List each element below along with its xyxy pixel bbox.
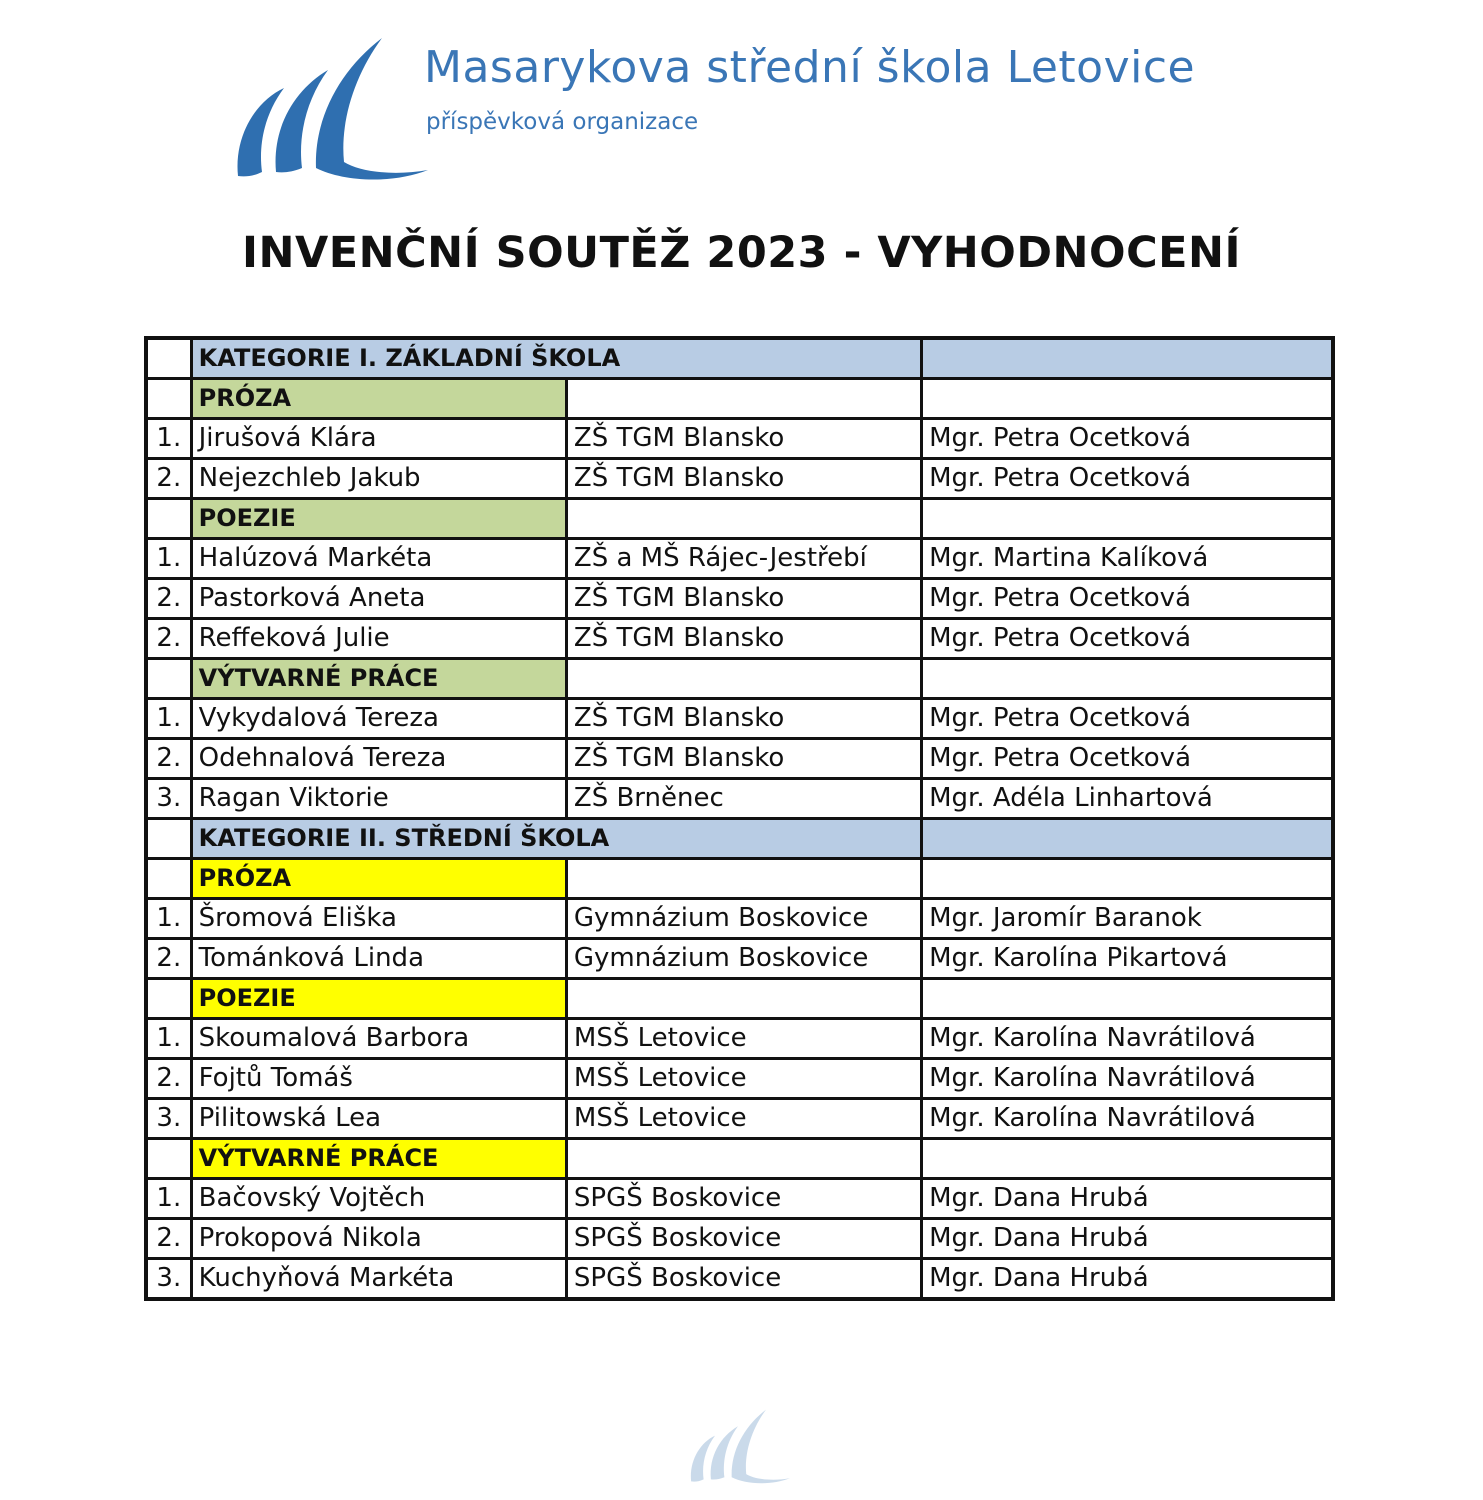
teacher-cell: Mgr. Jaromír Baranok — [922, 899, 1333, 939]
student-name-cell: Prokopová Nikola — [191, 1219, 566, 1259]
student-name-cell: Ragan Viktorie — [191, 779, 566, 819]
student-name-cell: Halúzová Markéta — [191, 539, 566, 579]
teacher-cell: Mgr. Petra Ocetková — [922, 419, 1333, 459]
category-filler-cell — [922, 338, 1333, 379]
organization-name: Masarykova střední škola Letovice — [424, 42, 1196, 93]
results-table-body — [146, 338, 1333, 1299]
section-row — [146, 859, 1333, 899]
teacher-cell: Mgr. Petra Ocetková — [922, 699, 1333, 739]
student-name-cell: Nejezchleb Jakub — [191, 459, 566, 499]
student-name-cell: Pastorková Aneta — [191, 579, 566, 619]
section-label: PRÓZA — [191, 379, 566, 419]
table-row — [146, 619, 1333, 659]
empty-cell — [922, 499, 1333, 539]
student-name-cell: Jirušová Klára — [191, 419, 566, 459]
table-row — [146, 699, 1333, 739]
teacher-cell: Mgr. Petra Ocetková — [922, 459, 1333, 499]
category-row — [146, 338, 1333, 379]
school-cell: ZŠ a MŠ Rájec-Jestřebí — [566, 539, 921, 579]
student-name-cell: Bačovský Vojtěch — [191, 1179, 566, 1219]
empty-cell — [566, 379, 921, 419]
student-name-cell: Reffeková Julie — [191, 619, 566, 659]
school-cell: MSŠ Letovice — [566, 1059, 921, 1099]
section-row — [146, 979, 1333, 1019]
teacher-cell: Mgr. Dana Hrubá — [922, 1179, 1333, 1219]
table-row — [146, 539, 1333, 579]
rank-cell — [146, 859, 191, 899]
student-name-cell: Odehnalová Tereza — [191, 739, 566, 779]
category-label: KATEGORIE I. ZÁKLADNÍ ŠKOLA — [191, 338, 921, 379]
school-cell: Gymnázium Boskovice — [566, 939, 921, 979]
section-row — [146, 499, 1333, 539]
teacher-cell: Mgr. Petra Ocetková — [922, 739, 1333, 779]
empty-cell — [922, 659, 1333, 699]
rank-cell: 3. — [146, 779, 191, 819]
teacher-cell: Mgr. Karolína Pikartová — [922, 939, 1333, 979]
student-name-cell: Šromová Eliška — [191, 899, 566, 939]
school-cell: ZŠ TGM Blansko — [566, 699, 921, 739]
student-name-cell: Kuchyňová Markéta — [191, 1259, 566, 1300]
rank-cell: 2. — [146, 1219, 191, 1259]
school-cell: ZŠ TGM Blansko — [566, 459, 921, 499]
empty-cell — [922, 859, 1333, 899]
empty-cell — [566, 1139, 921, 1179]
school-cell: ZŠ TGM Blansko — [566, 739, 921, 779]
empty-cell — [922, 979, 1333, 1019]
table-row — [146, 419, 1333, 459]
student-name-cell: Vykydalová Tereza — [191, 699, 566, 739]
table-row — [146, 1019, 1333, 1059]
table-row — [146, 899, 1333, 939]
school-cell: ZŠ TGM Blansko — [566, 579, 921, 619]
rank-cell: 3. — [146, 1259, 191, 1300]
rank-cell: 2. — [146, 619, 191, 659]
table-row — [146, 1179, 1333, 1219]
table-row — [146, 459, 1333, 499]
rank-cell: 1. — [146, 699, 191, 739]
empty-cell — [922, 1139, 1333, 1179]
teacher-cell: Mgr. Karolína Navrátilová — [922, 1019, 1333, 1059]
rank-cell: 2. — [146, 739, 191, 779]
table-row — [146, 1219, 1333, 1259]
teacher-cell: Mgr. Petra Ocetková — [922, 579, 1333, 619]
school-cell: ZŠ Brněnec — [566, 779, 921, 819]
school-cell: SPGŠ Boskovice — [566, 1219, 921, 1259]
student-name-cell: Pilitowská Lea — [191, 1099, 566, 1139]
table-row — [146, 779, 1333, 819]
student-name-cell: Tománková Linda — [191, 939, 566, 979]
school-logo-watermark-icon — [688, 1398, 792, 1492]
results-table — [144, 336, 1335, 1301]
section-label: POEZIE — [191, 979, 566, 1019]
rank-cell — [146, 819, 191, 859]
page-title: INVENČNÍ SOUTĚŽ 2023 - VYHODNOCENÍ — [241, 228, 1241, 278]
category-row — [146, 819, 1333, 859]
teacher-cell: Mgr. Karolína Navrátilová — [922, 1059, 1333, 1099]
section-label: VÝTVARNÉ PRÁCE — [191, 1139, 566, 1179]
teacher-cell: Mgr. Adéla Linhartová — [922, 779, 1333, 819]
rank-cell: 1. — [146, 1019, 191, 1059]
rank-cell: 1. — [146, 419, 191, 459]
teacher-cell: Mgr. Dana Hrubá — [922, 1259, 1333, 1300]
rank-cell — [146, 979, 191, 1019]
rank-cell: 2. — [146, 1059, 191, 1099]
empty-cell — [922, 379, 1333, 419]
section-row — [146, 1139, 1333, 1179]
school-cell: SPGŠ Boskovice — [566, 1179, 921, 1219]
section-label: VÝTVARNÉ PRÁCE — [191, 659, 566, 699]
school-cell: ZŠ TGM Blansko — [566, 419, 921, 459]
teacher-cell: Mgr. Petra Ocetková — [922, 619, 1333, 659]
empty-cell — [566, 499, 921, 539]
section-row — [146, 379, 1333, 419]
rank-cell: 3. — [146, 1099, 191, 1139]
empty-cell — [566, 659, 921, 699]
student-name-cell: Skoumalová Barbora — [191, 1019, 566, 1059]
table-row — [146, 1259, 1333, 1300]
organization-subtitle: příspěvková organizace — [426, 109, 699, 135]
rank-cell — [146, 379, 191, 419]
table-row — [146, 1099, 1333, 1139]
school-cell: MSŠ Letovice — [566, 1019, 921, 1059]
rank-cell: 2. — [146, 939, 191, 979]
rank-cell: 2. — [146, 579, 191, 619]
teacher-cell: Mgr. Dana Hrubá — [922, 1219, 1333, 1259]
category-label: KATEGORIE II. STŘEDNÍ ŠKOLA — [191, 819, 921, 859]
table-row — [146, 1059, 1333, 1099]
table-row — [146, 739, 1333, 779]
rank-cell: 1. — [146, 539, 191, 579]
teacher-cell: Mgr. Martina Kalíková — [922, 539, 1333, 579]
rank-cell — [146, 338, 191, 379]
table-row — [146, 579, 1333, 619]
rank-cell — [146, 1139, 191, 1179]
empty-cell — [566, 979, 921, 1019]
empty-cell — [566, 859, 921, 899]
rank-cell — [146, 659, 191, 699]
rank-cell: 1. — [146, 1179, 191, 1219]
school-cell: ZŠ TGM Blansko — [566, 619, 921, 659]
school-logo-waves-icon — [232, 30, 432, 182]
teacher-cell: Mgr. Karolína Navrátilová — [922, 1099, 1333, 1139]
student-name-cell: Fojtů Tomáš — [191, 1059, 566, 1099]
section-label: PRÓZA — [191, 859, 566, 899]
school-cell: Gymnázium Boskovice — [566, 899, 921, 939]
rank-cell — [146, 499, 191, 539]
section-row — [146, 659, 1333, 699]
table-row — [146, 939, 1333, 979]
rank-cell: 1. — [146, 899, 191, 939]
category-filler-cell — [922, 819, 1333, 859]
rank-cell: 2. — [146, 459, 191, 499]
school-cell: SPGŠ Boskovice — [566, 1259, 921, 1300]
school-cell: MSŠ Letovice — [566, 1099, 921, 1139]
section-label: POEZIE — [191, 499, 566, 539]
